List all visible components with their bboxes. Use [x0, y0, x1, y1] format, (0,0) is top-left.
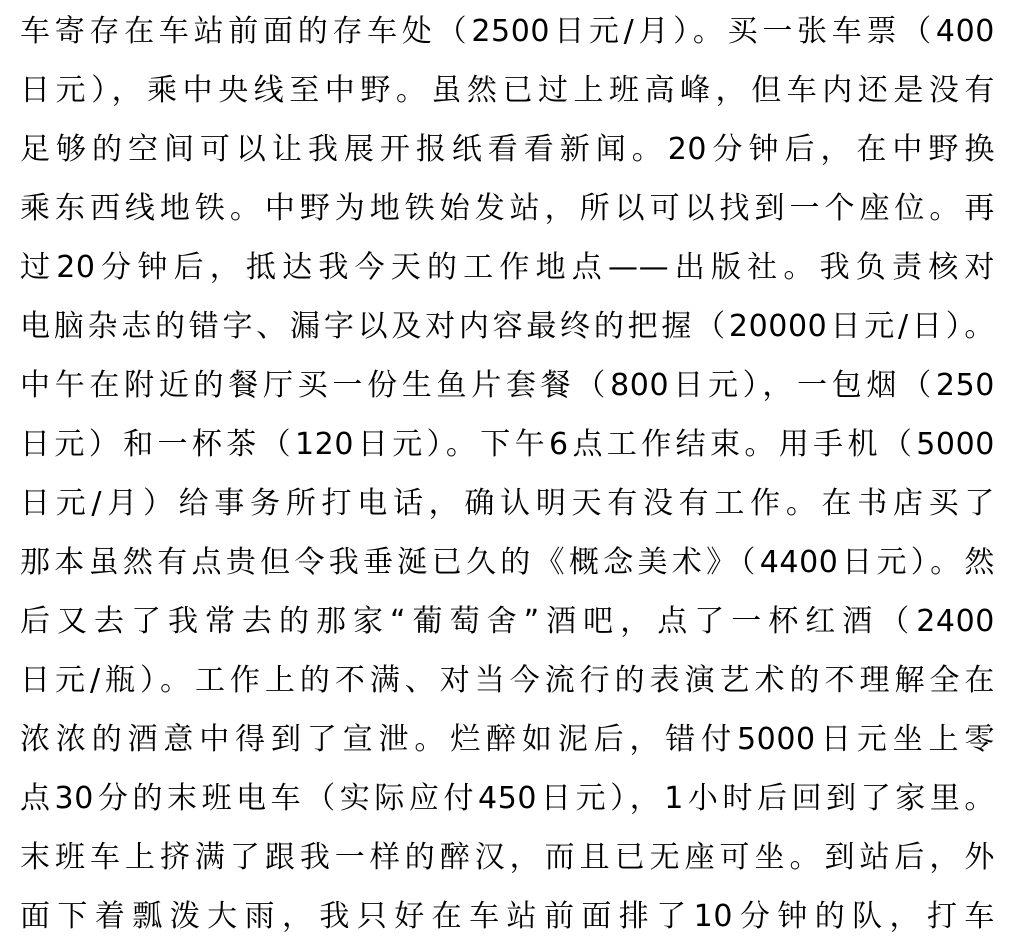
text-line-13: 浓浓的酒意中得到了宣泄。烂醉如泥后，错付5000日元坐上零 [20, 722, 995, 757]
text-line-3: 足够的空间可以让我展开报纸看看新闻。20分钟后，在中野换 [20, 132, 995, 167]
text-line-16: 面下着瓢泼大雨，我只好在车站前面排了10分钟的队，打车 [20, 899, 995, 934]
text-line-4: 乘东西线地铁。中野为地铁始发站，所以可以找到一个座位。再 [20, 191, 995, 226]
text-line-5: 过20分钟后，抵达我今天的工作地点——出版社。我负责核对 [20, 250, 995, 285]
text-line-6: 电脑杂志的错字、漏字以及对内容最终的把握（20000日元/日）。 [20, 309, 995, 344]
text-line-15: 末班车上挤满了跟我一样的醉汉，而且已无座可坐。到站后，外 [20, 840, 995, 875]
text-line-9: 日元/月）给事务所打电话，确认明天有没有工作。在书店买了 [20, 486, 995, 521]
text-line-1: 车寄存在车站前面的存车处（2500日元/月）。买一张车票（400 [20, 14, 995, 49]
text-line-7: 中午在附近的餐厅买一份生鱼片套餐（800日元），一包烟（250 [20, 368, 995, 403]
text-line-8: 日元）和一杯茶（120日元）。下午6点工作结束。用手机（5000 [20, 427, 995, 462]
text-line-11: 后又去了我常去的那家“葡萄舍”酒吧，点了一杯红酒（2400 [20, 604, 995, 639]
text-line-12: 日元/瓶）。工作上的不满、对当今流行的表演艺术的不理解全在 [20, 663, 995, 698]
text-line-2: 日元），乘中央线至中野。虽然已过上班高峰，但车内还是没有 [20, 73, 995, 108]
text-line-14: 点30分的末班电车（实际应付450日元），1小时后回到了家里。 [20, 781, 995, 816]
text-line-10: 那本虽然有点贵但令我垂涎已久的《概念美术》（4400日元）。然 [20, 545, 995, 580]
